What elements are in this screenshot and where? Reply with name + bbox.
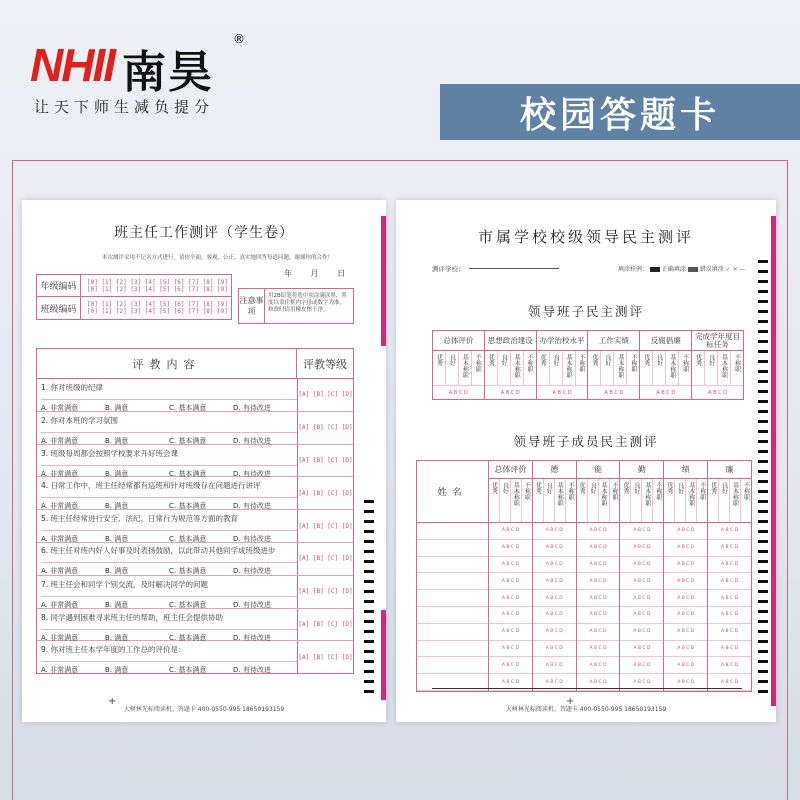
option-label: B. 满意 bbox=[105, 404, 129, 412]
sheet-note: 本次测评采用不记名方式进行，请你全面、客观、公正、真实地回答每道问题，谢谢你的合作！ bbox=[102, 255, 334, 261]
answer-bubbles[interactable]: [A] [B] [C] [D] bbox=[298, 456, 353, 464]
answer-bubbles[interactable]: A B C D bbox=[620, 624, 663, 641]
rating-label: 基本称职 bbox=[614, 351, 627, 385]
answer-bubbles[interactable]: A B C D bbox=[620, 607, 663, 624]
question-row bbox=[37, 510, 353, 543]
registration-cross-icon: + bbox=[108, 696, 117, 707]
correct-fill-label: 正确填涂 bbox=[661, 266, 686, 273]
answer-bubbles[interactable]: A B C D bbox=[664, 590, 707, 607]
answer-bubbles[interactable]: A B C D bbox=[708, 557, 751, 574]
answer-bubbles[interactable]: A B C D bbox=[664, 624, 707, 641]
answer-bubbles[interactable]: A B C D bbox=[620, 641, 663, 658]
name-cell[interactable] bbox=[417, 641, 488, 658]
team-rating-table bbox=[432, 330, 744, 400]
question-row bbox=[37, 477, 353, 510]
class-code-row bbox=[37, 297, 231, 319]
answer-bubbles[interactable]: [A] [B] [C] [D] bbox=[298, 522, 353, 530]
rating-label: 良好 bbox=[631, 479, 642, 522]
rating-label: 基本称职 bbox=[666, 351, 679, 385]
answer-bubbles[interactable]: [A] [B] [C] [D] bbox=[298, 588, 353, 596]
sheet-footer: 大树林光标阅读机、答题卡 400-0550-995 18650193159 bbox=[123, 706, 285, 713]
evaluation-table bbox=[36, 348, 354, 674]
rating-group bbox=[577, 461, 621, 691]
rating-label: 优秀 bbox=[664, 479, 675, 522]
group-header: 办学治校水平 bbox=[537, 331, 588, 351]
option-label: D. 有待改进 bbox=[233, 633, 271, 642]
rating-label: 优秀 bbox=[588, 351, 601, 385]
name-cell[interactable] bbox=[417, 607, 488, 624]
answer-bubbles[interactable]: A B C D bbox=[708, 657, 751, 674]
sheet-title: 市属学校校级领导民主测评 bbox=[477, 228, 694, 246]
registration-cross-icon: + bbox=[566, 696, 575, 707]
group-header: 总体评价 bbox=[433, 331, 484, 351]
answer-bubbles[interactable]: [A] [B] [C] [D] bbox=[298, 654, 353, 662]
bubble-scale[interactable]: [0] [1] [2] [3] [4] [5] [6] [7] [8] [9] bbox=[87, 301, 228, 308]
rating-group bbox=[533, 461, 577, 691]
answer-bubbles[interactable]: A B C D bbox=[708, 590, 751, 607]
answer-sheet-leaders bbox=[396, 200, 776, 722]
rating-label: 基本称职 bbox=[718, 351, 731, 385]
logo-mark: NHII bbox=[30, 39, 114, 91]
section-title: 领导班子民主测评 bbox=[527, 304, 644, 319]
rating-label: 优秀 bbox=[489, 479, 500, 522]
group-header: 思想政治建设 bbox=[485, 331, 536, 351]
rating-label: 基本称职 bbox=[730, 479, 741, 522]
correct-fill-icon bbox=[650, 267, 660, 272]
option-list bbox=[41, 562, 297, 576]
date-field: 年 月 日 bbox=[284, 269, 354, 278]
option-label: D. 有待改进 bbox=[233, 436, 271, 445]
answer-bubbles[interactable]: A B C D bbox=[489, 607, 532, 624]
section-title: 领导班子成员民主测评 bbox=[513, 434, 659, 449]
answer-bubbles[interactable]: A B C D bbox=[433, 385, 484, 399]
answer-bubbles[interactable]: A B C D bbox=[664, 573, 707, 590]
option-label: A. 非常满意 bbox=[41, 535, 79, 544]
rating-label: 不称职 bbox=[523, 482, 531, 500]
answer-bubbles[interactable]: A B C D bbox=[489, 557, 532, 574]
answer-bubbles[interactable]: A B C D bbox=[620, 573, 663, 590]
question-row bbox=[37, 412, 353, 445]
answer-bubbles[interactable]: A B C D bbox=[620, 590, 663, 607]
name-header: 姓名 bbox=[417, 461, 488, 523]
question-cell bbox=[37, 543, 298, 575]
rating-group bbox=[537, 331, 589, 399]
option-label: B. 满意 bbox=[105, 436, 129, 445]
rating-group bbox=[708, 461, 751, 691]
question-text: 4. 日常工作中，班主任经常都有巡班和针对班级存在问题进行讲评 bbox=[41, 481, 261, 491]
group-header: 勤 bbox=[620, 461, 663, 479]
answer-bubbles[interactable]: [A] [B] [C] [D] bbox=[298, 555, 353, 563]
answer-bubbles[interactable]: A B C D bbox=[533, 523, 576, 540]
answer-bubbles[interactable]: A B C D bbox=[708, 523, 751, 540]
option-label: D. 有待改进 bbox=[233, 600, 271, 609]
answer-bubbles[interactable]: A B C D bbox=[533, 557, 576, 574]
answer-bubbles[interactable]: A B C D bbox=[708, 573, 751, 590]
option-label: C. 基本满意 bbox=[169, 404, 207, 412]
rating-label: 良好 bbox=[653, 351, 666, 385]
question-row bbox=[37, 576, 353, 609]
logo-name: 南昊 bbox=[122, 47, 214, 98]
answer-bubbles[interactable]: A B C D bbox=[485, 385, 536, 399]
question-cell bbox=[37, 576, 298, 608]
answer-bubbles[interactable]: A B C D bbox=[664, 641, 707, 658]
wrong-fill-icon bbox=[688, 267, 698, 272]
fill-sample: 填涂样例： 正确填涂 错误填涂 ✓ ✕ — bbox=[618, 266, 746, 273]
sheet-footer: 大树林光标阅读机、答题卡 400-0550-995 18650193159 bbox=[505, 706, 667, 713]
rating-label: 基本称职 bbox=[555, 479, 566, 522]
option-label: A. 非常满意 bbox=[41, 502, 79, 511]
rating-label: 基本称职 bbox=[599, 479, 610, 522]
name-cell[interactable] bbox=[417, 523, 488, 540]
rating-label: 不称职 bbox=[742, 482, 750, 500]
rating-group bbox=[588, 331, 640, 399]
answer-bubbles[interactable]: A B C D bbox=[620, 540, 663, 557]
rating-label: 基本称职 bbox=[511, 351, 524, 385]
registered-mark: ® bbox=[233, 32, 245, 46]
question-cell bbox=[37, 412, 298, 444]
timing-marks bbox=[758, 260, 768, 700]
bubble-scale[interactable]: [0] [1] [2] [3] [4] [5] [6] [7] [8] [9] bbox=[87, 278, 228, 286]
wrong-fill-label: 错误填涂 bbox=[699, 266, 724, 273]
question-row bbox=[37, 445, 353, 478]
rating-label: 良好 bbox=[446, 351, 459, 385]
answer-bubbles[interactable]: A B C D bbox=[708, 641, 751, 658]
notice-text: 用2B铅笔将选中项涂满涂黑，黑度以盖住框内字母或数字为准，修改时请用橡皮擦干净。 bbox=[268, 293, 347, 314]
option-label: C. 基本满意 bbox=[169, 535, 207, 544]
option-list bbox=[41, 661, 297, 675]
question-text: 6. 班主任对班内好人好事及时表扬鼓励，以此带动其他同学成班级进步 bbox=[41, 545, 276, 555]
question-text: 7. 班主任会和同学个别交流，及时解决同学的问题 bbox=[41, 579, 209, 589]
answer-bubbles[interactable]: A B C D bbox=[489, 674, 532, 691]
answer-bubbles[interactable]: A B C D bbox=[533, 624, 576, 641]
option-label: B. 满意 bbox=[105, 469, 129, 478]
rating-label: 不称职 bbox=[578, 354, 585, 372]
bubble-scale[interactable]: [0] [1] [2] [3] [4] [5] [6] [7] [8] [9] bbox=[87, 308, 228, 315]
grade-code-label: 年级编码 bbox=[37, 275, 81, 296]
answer-bubbles[interactable]: A B C D bbox=[640, 385, 691, 399]
answer-bubbles[interactable]: A B C D bbox=[620, 557, 663, 574]
question-text: 2. 你对本班的学习氛围 bbox=[41, 415, 119, 425]
question-row bbox=[37, 609, 353, 642]
rating-label: 优秀 bbox=[485, 351, 498, 385]
question-cell bbox=[37, 641, 298, 674]
name-cell[interactable] bbox=[417, 590, 488, 607]
answer-bubbles[interactable]: A B C D bbox=[577, 657, 620, 674]
edge-stripe bbox=[381, 610, 386, 700]
option-label: C. 基本满意 bbox=[169, 633, 207, 642]
rating-label: 优秀 bbox=[708, 479, 719, 522]
rating-label: 不称职 bbox=[474, 354, 482, 372]
group-header: 廉 bbox=[708, 461, 751, 479]
rating-group bbox=[489, 461, 533, 691]
question-text: 3. 班级每周都会按照学校要求开好班会课 bbox=[41, 448, 179, 458]
rating-label: 良好 bbox=[601, 351, 614, 385]
rating-group bbox=[620, 461, 664, 691]
answer-bubbles[interactable]: A B C D bbox=[577, 624, 620, 641]
option-label: A. 非常满意 bbox=[41, 404, 79, 412]
answer-bubbles[interactable]: A B C D bbox=[489, 624, 532, 641]
answer-bubbles[interactable]: A B C D bbox=[577, 590, 620, 607]
answer-bubbles[interactable]: A B C D bbox=[533, 641, 576, 658]
answer-bubbles[interactable]: A B C D bbox=[708, 607, 751, 624]
answer-bubbles[interactable]: A B C D bbox=[533, 674, 576, 691]
question-cell bbox=[37, 477, 298, 509]
answer-bubbles[interactable]: A B C D bbox=[533, 590, 576, 607]
option-label: B. 满意 bbox=[105, 666, 129, 675]
answer-bubbles[interactable]: A B C D bbox=[664, 540, 707, 557]
rating-label: 基本称职 bbox=[459, 351, 472, 385]
group-header: 绩 bbox=[664, 461, 707, 479]
group-header: 总体评价 bbox=[489, 461, 532, 479]
answer-bubbles[interactable]: A B C D bbox=[620, 657, 663, 674]
option-label: A. 非常满意 bbox=[41, 436, 79, 445]
option-label: A. 非常满意 bbox=[41, 469, 79, 478]
answer-bubbles[interactable]: A B C D bbox=[708, 540, 751, 557]
code-grid bbox=[36, 274, 232, 320]
group-header: 工作实绩 bbox=[588, 331, 639, 351]
answer-bubbles[interactable]: A B C D bbox=[664, 607, 707, 624]
answer-bubbles[interactable]: A B C D bbox=[577, 674, 620, 691]
option-label: D. 有待改进 bbox=[233, 535, 271, 544]
option-label: C. 基本满意 bbox=[169, 600, 207, 609]
question-cell bbox=[37, 609, 298, 641]
answer-bubbles[interactable]: A B C D bbox=[664, 674, 707, 691]
rating-label: 不称职 bbox=[733, 354, 741, 372]
brand-logo bbox=[30, 28, 250, 118]
rating-label: 良好 bbox=[719, 479, 730, 522]
rating-label: 良好 bbox=[705, 351, 718, 385]
option-label: C. 基本满意 bbox=[169, 436, 207, 445]
name-cell[interactable] bbox=[417, 557, 488, 574]
name-cell[interactable] bbox=[417, 573, 488, 590]
question-text: 1. 你对班级的纪律 bbox=[41, 383, 104, 392]
school-field bbox=[432, 264, 559, 273]
answer-bubbles[interactable]: A B C D bbox=[664, 657, 707, 674]
rating-label: 基本称职 bbox=[563, 351, 576, 385]
timing-marks bbox=[364, 500, 374, 700]
question-cell bbox=[37, 379, 298, 411]
rating-label: 优秀 bbox=[533, 479, 544, 522]
answer-bubbles[interactable]: A B C D bbox=[708, 624, 751, 641]
rating-group bbox=[664, 461, 708, 691]
answer-bubbles[interactable]: A B C D bbox=[664, 523, 707, 540]
answer-bubbles[interactable]: A B C D bbox=[489, 573, 532, 590]
group-header: 完成学年度目标任务 bbox=[692, 331, 743, 351]
rating-label: 优秀 bbox=[692, 351, 705, 385]
option-label: D. 有待改进 bbox=[233, 666, 271, 675]
answer-bubbles[interactable]: A B C D bbox=[664, 557, 707, 574]
option-label: D. 有待改进 bbox=[233, 567, 271, 576]
rating-label: 优秀 bbox=[433, 351, 446, 385]
product-banner bbox=[440, 84, 800, 140]
option-label: A. 非常满意 bbox=[41, 633, 79, 642]
answer-bubbles[interactable]: A B C D bbox=[489, 657, 532, 674]
rating-label: 优秀 bbox=[577, 479, 588, 522]
answer-bubbles[interactable]: A B C D bbox=[708, 674, 751, 691]
answer-bubbles[interactable]: [A] [B] [C] [D] bbox=[298, 489, 353, 497]
rating-label: 不称职 bbox=[629, 354, 637, 372]
answer-bubbles[interactable]: A B C D bbox=[489, 641, 532, 658]
rating-label: 不称职 bbox=[526, 354, 534, 372]
option-label: B. 满意 bbox=[105, 535, 129, 544]
rating-group bbox=[692, 331, 743, 399]
rating-label: 基本称职 bbox=[642, 479, 653, 522]
grade-code-row bbox=[37, 275, 231, 297]
answer-bubbles[interactable]: A B C D bbox=[620, 523, 663, 540]
answer-bubbles[interactable]: A B C D bbox=[577, 573, 620, 590]
option-label: A. 非常满意 bbox=[41, 666, 79, 675]
rating-label: 不称职 bbox=[698, 482, 706, 500]
answer-bubbles[interactable]: A B C D bbox=[577, 607, 620, 624]
name-cell[interactable] bbox=[417, 624, 488, 641]
rating-label: 良好 bbox=[675, 479, 686, 522]
group-header: 能 bbox=[577, 461, 620, 479]
fill-sample-label: 填涂样例： bbox=[618, 266, 649, 273]
rating-group bbox=[485, 331, 537, 399]
answer-sheet-student bbox=[22, 200, 386, 722]
content-header: 评教内容 bbox=[37, 349, 297, 378]
question-row bbox=[37, 379, 353, 412]
bubble-scale[interactable]: [0] [1] [2] [3] [4] [5] [6] [7] [8] [9] bbox=[87, 285, 228, 293]
banner-label: 校园答题卡 bbox=[519, 94, 720, 136]
question-cell bbox=[37, 445, 298, 477]
member-rating-table bbox=[416, 460, 752, 692]
divider bbox=[432, 688, 742, 689]
question-text: 8. 同学遇到困难寻求班主任的帮助，班主任会提供协助 bbox=[41, 612, 224, 622]
rating-label: 良好 bbox=[588, 479, 599, 522]
answer-bubbles[interactable]: A B C D bbox=[577, 540, 620, 557]
rating-label: 优秀 bbox=[620, 479, 631, 522]
group-header: 反腐倡廉 bbox=[640, 331, 691, 351]
answer-bubbles[interactable]: [A] [B] [C] [D] bbox=[298, 424, 353, 432]
answer-bubbles[interactable]: A B C D bbox=[533, 607, 576, 624]
answer-bubbles[interactable]: A B C D bbox=[489, 540, 532, 557]
answer-bubbles[interactable]: A B C D bbox=[533, 657, 576, 674]
option-label: C. 基本满意 bbox=[169, 666, 207, 675]
answer-bubbles[interactable]: A B C D bbox=[533, 540, 576, 557]
rating-label: 基本称职 bbox=[511, 479, 522, 522]
option-label: D. 有待改进 bbox=[233, 404, 271, 412]
option-label: B. 满意 bbox=[105, 600, 129, 609]
rating-group bbox=[640, 331, 692, 399]
sheet-title: 班主任工作测评（学生卷） bbox=[114, 225, 294, 241]
answer-bubbles[interactable]: A B C D bbox=[577, 557, 620, 574]
answer-bubbles[interactable]: A B C D bbox=[533, 573, 576, 590]
rating-label: 不称职 bbox=[654, 482, 662, 500]
answer-bubbles[interactable]: A B C D bbox=[620, 674, 663, 691]
question-cell bbox=[37, 510, 298, 542]
school-label: 测评学校： bbox=[432, 265, 465, 273]
notice-box bbox=[238, 288, 354, 324]
option-label: D. 有待改进 bbox=[233, 502, 271, 511]
question-text: 5. 班主任经常进行安全、法纪、日常行为规范等方面的教育 bbox=[41, 514, 239, 524]
question-row bbox=[37, 641, 353, 674]
question-row bbox=[37, 543, 353, 576]
answer-bubbles[interactable]: A B C D bbox=[537, 385, 588, 399]
option-label: A. 非常满意 bbox=[41, 600, 79, 609]
answer-bubbles[interactable]: A B C D bbox=[577, 523, 620, 540]
rating-label: 良好 bbox=[544, 479, 555, 522]
option-label: A. 非常满意 bbox=[41, 567, 79, 576]
answer-bubbles[interactable]: A B C D bbox=[577, 641, 620, 658]
brand-slogan: 让天下师生减负提分 bbox=[34, 98, 215, 116]
name-cell[interactable] bbox=[417, 540, 488, 557]
rating-label: 不称职 bbox=[567, 482, 575, 500]
rating-label: 优秀 bbox=[640, 351, 653, 385]
answer-bubbles[interactable]: [A] [B] [C] [D] bbox=[298, 620, 353, 628]
option-label: B. 满意 bbox=[105, 567, 129, 576]
school-input-line[interactable] bbox=[469, 268, 559, 269]
option-label: D. 有待改进 bbox=[233, 469, 271, 478]
rating-label: 基本称职 bbox=[686, 479, 697, 522]
option-label: B. 满意 bbox=[105, 502, 129, 511]
rating-group bbox=[433, 331, 485, 399]
question-text: 9. 你对班主任本学年度的工作总的评价是： bbox=[41, 645, 186, 655]
option-label: C. 基本满意 bbox=[169, 469, 207, 478]
level-header: 评教等级 bbox=[303, 357, 347, 371]
answer-bubbles[interactable]: A B C D bbox=[489, 523, 532, 540]
edge-stripe bbox=[771, 216, 776, 706]
answer-bubbles[interactable]: A B C D bbox=[692, 385, 743, 399]
name-cell[interactable] bbox=[417, 657, 488, 674]
option-label: C. 基本满意 bbox=[169, 567, 207, 576]
edge-stripe bbox=[381, 216, 386, 346]
answer-bubbles[interactable]: A B C D bbox=[588, 385, 639, 399]
option-label: C. 基本满意 bbox=[169, 502, 207, 511]
class-code-label: 班级编码 bbox=[37, 297, 81, 319]
option-label: B. 满意 bbox=[105, 633, 129, 642]
rating-label: 良好 bbox=[550, 351, 563, 385]
rating-label: 不称职 bbox=[681, 354, 689, 372]
rating-label: 不称职 bbox=[611, 482, 618, 500]
rating-label: 良好 bbox=[500, 479, 511, 522]
answer-bubbles[interactable]: A B C D bbox=[489, 590, 532, 607]
rating-label: 良好 bbox=[498, 351, 511, 385]
answer-bubbles[interactable]: [A] [B] [C] [D] bbox=[298, 391, 353, 399]
notice-label: 注意事项 bbox=[239, 289, 265, 323]
group-header: 德 bbox=[533, 461, 576, 479]
rating-label: 优秀 bbox=[537, 351, 550, 385]
